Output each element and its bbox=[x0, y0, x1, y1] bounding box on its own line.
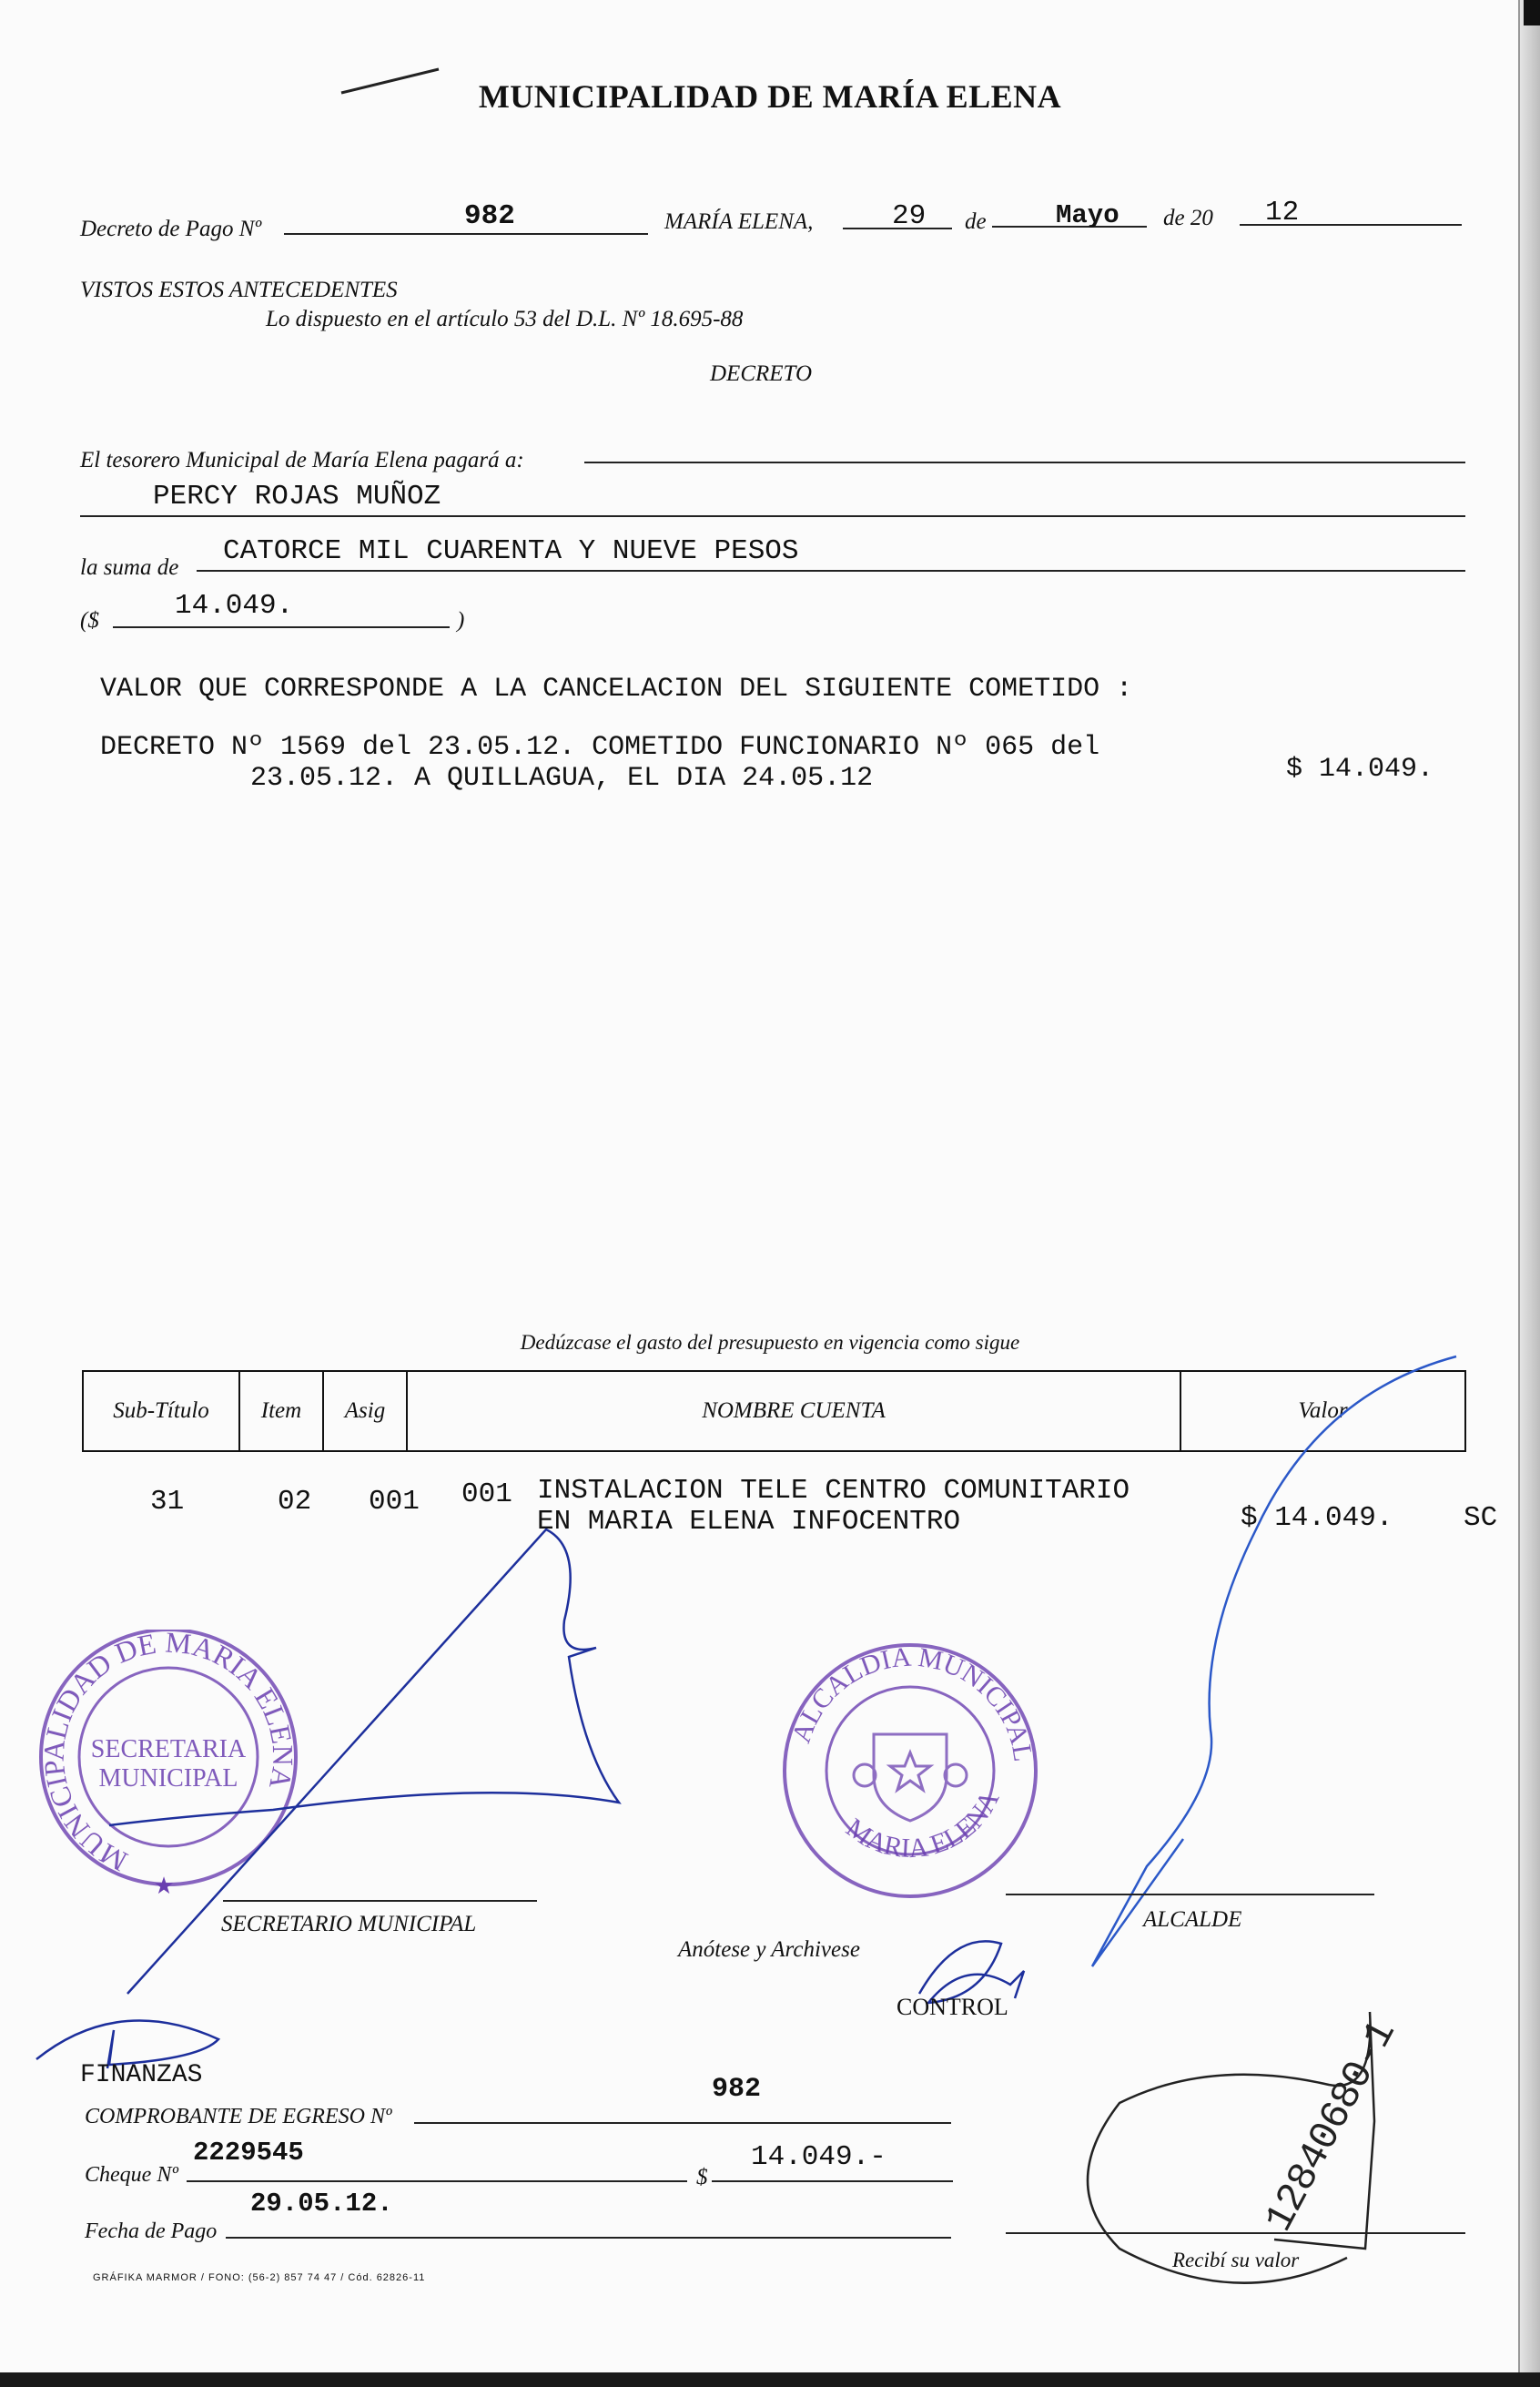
decree-number: 982 bbox=[464, 200, 515, 232]
city-label: MARÍA ELENA, bbox=[664, 209, 814, 234]
col-item: Item bbox=[239, 1371, 323, 1451]
cheque-label: Cheque Nº bbox=[85, 2163, 178, 2187]
rule bbox=[414, 2122, 951, 2124]
stamp-center-2: MUNICIPAL bbox=[98, 1764, 238, 1793]
fecha-label: Fecha de Pago bbox=[85, 2219, 218, 2243]
comprobante-number: 982 bbox=[712, 2074, 762, 2105]
fecha-pago: 29.05.12. bbox=[250, 2189, 393, 2219]
finanzas-heading: FINANZAS bbox=[80, 2061, 203, 2089]
payee-name: PERCY ROJAS MUÑOZ bbox=[153, 481, 441, 513]
page-title: MUNICIPALIDAD DE MARÍA ELENA bbox=[478, 78, 1062, 115]
concept-amount: $ 14.049. bbox=[1286, 754, 1434, 785]
rule bbox=[1006, 2232, 1465, 2234]
sum-label: la suma de bbox=[80, 555, 179, 580]
amount-close: ) bbox=[457, 608, 465, 633]
col-asig: Asig bbox=[323, 1371, 407, 1451]
rule bbox=[1006, 1894, 1374, 1895]
secretario-label: SECRETARIO MUNICIPAL bbox=[221, 1912, 477, 1936]
sum-words: CATORCE MIL CUARENTA Y NUEVE PESOS bbox=[223, 535, 799, 567]
stamp-top-text: ALCALDIA MUNICIPAL bbox=[785, 1641, 1038, 1764]
rule bbox=[226, 2237, 951, 2239]
anotese-label: Anótese y Archivese bbox=[678, 1937, 860, 1962]
star-icon: ★ bbox=[153, 1873, 175, 1899]
concept-line-2: 23.05.12. A QUILLAGUA, EL DIA 24.05.12 bbox=[250, 763, 874, 794]
amount-figure: 14.049. bbox=[175, 590, 294, 622]
row-sub-asig: 001 bbox=[461, 1478, 512, 1510]
handwritten-code: 12840680-1 bbox=[1256, 2014, 1406, 2240]
col-subtitulo: Sub-Título bbox=[83, 1371, 239, 1451]
budget-caption: Dedúzcase el gasto del presupuesto en vigencia como sigue bbox=[520, 1331, 1020, 1354]
printer-footer: GRÁFIKA MARMOR / FONO: (56-2) 857 74 47 / Cód. 62826-11 bbox=[93, 2272, 426, 2283]
col-nombre-cuenta: NOMBRE CUENTA bbox=[407, 1371, 1180, 1451]
row-code: SC bbox=[1464, 1502, 1498, 1534]
row-asig: 001 bbox=[369, 1486, 420, 1518]
finance-amount-label: $ bbox=[696, 2165, 708, 2189]
stamp-ring-text: MUNICIPALIDAD DE MARIA ELENA bbox=[36, 1630, 300, 1879]
concept-line-1: DECRETO Nº 1569 del 23.05.12. COMETIDO FUNCIONARIO Nº 065 del bbox=[100, 732, 1100, 763]
row-value: $ 14.049. bbox=[1241, 1502, 1393, 1534]
stamp-bottom-text: MARIA ELENA bbox=[840, 1785, 1006, 1864]
comprobante-label: COMPROBANTE DE EGRESO Nº bbox=[85, 2105, 392, 2128]
rule bbox=[712, 2180, 953, 2182]
row-item: 02 bbox=[278, 1486, 312, 1518]
row-subtitulo: 31 bbox=[150, 1486, 185, 1518]
vistos-heading: VISTOS ESTOS ANTECEDENTES bbox=[80, 278, 398, 302]
cheque-number: 2229545 bbox=[193, 2138, 304, 2168]
payee-label: El tesorero Municipal de María Elena pagará a: bbox=[80, 448, 524, 472]
year-label: de 20 bbox=[1163, 206, 1213, 230]
rule bbox=[223, 1900, 537, 1902]
row-name-line-2: EN MARIA ELENA INFOCENTRO bbox=[537, 1506, 961, 1538]
alcalde-label: ALCALDE bbox=[1143, 1907, 1242, 1932]
finance-amount: 14.049.- bbox=[751, 2141, 887, 2173]
decree-number-label: Decreto de Pago Nº bbox=[80, 217, 262, 241]
row-name-line-1: INSTALACION TELE CENTRO COMUNITARIO bbox=[537, 1475, 1130, 1507]
recibi-label: Recibí su valor bbox=[1172, 2249, 1300, 2271]
col-valor: Valor bbox=[1180, 1371, 1465, 1451]
amount-open: ($ bbox=[80, 608, 99, 633]
dispuesto-text: Lo dispuesto en el artículo 53 del D.L. Nº 18.695-88 bbox=[266, 307, 744, 331]
decree-day: 29 bbox=[892, 200, 927, 232]
de-label: de bbox=[965, 209, 987, 234]
decree-month: Mayo bbox=[1056, 200, 1120, 230]
rule bbox=[187, 2180, 687, 2182]
concept-heading: VALOR QUE CORRESPONDE A LA CANCELACION DEL SIGUIENTE COMETIDO : bbox=[100, 674, 1133, 705]
decree-year: 12 bbox=[1265, 197, 1300, 229]
decreto-heading: DECRETO bbox=[710, 361, 813, 386]
control-label: CONTROL bbox=[897, 1994, 1008, 2020]
stamp-center-1: SECRETARIA bbox=[90, 1735, 247, 1763]
